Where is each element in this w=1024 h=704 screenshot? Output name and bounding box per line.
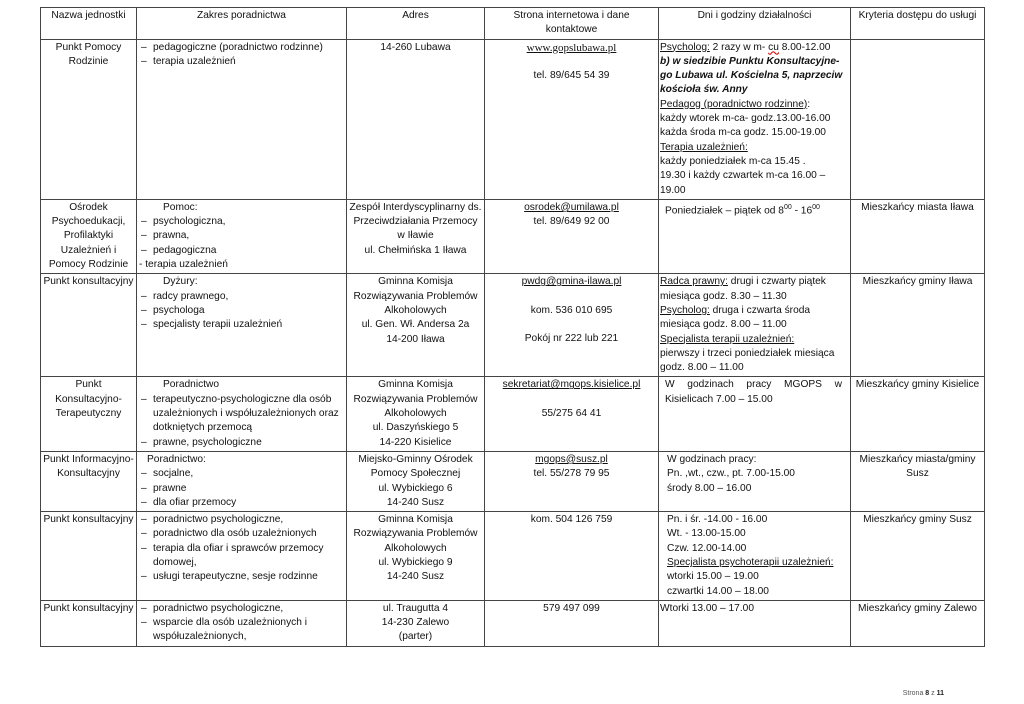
address-cell [347, 274, 485, 377]
unit-name: Punkt Konsultacyjno-Terapeutyczny [41, 377, 137, 451]
address-line: ul. Wybickiego 6 [378, 482, 453, 494]
email-link[interactable]: sekretariat@mgops.kisielice.pl [502, 379, 641, 391]
contact-cell [485, 512, 659, 601]
hours-text: W godzinach pracy: [667, 453, 757, 465]
phone-number: kom. 536 010 695 [530, 304, 613, 316]
address-line: 14-200 Iława [386, 333, 445, 345]
hours-cell [659, 512, 851, 601]
scope-cell [137, 451, 347, 511]
page-total: 11 [936, 690, 944, 697]
hours-cell [659, 274, 851, 377]
scope-cell [137, 600, 347, 646]
scope-item: – psychologa [139, 304, 344, 318]
scope-item: – radcy prawnego, [139, 290, 344, 304]
hours-text: drugi i czwarty piątek miesiąca godz. 8.30 – 11.30 [660, 276, 826, 302]
criteria-cell: Mieszkańcy gminy Iława [851, 274, 985, 377]
hours-text: każda środa m-ca godz. 15.00-19.00 [660, 127, 826, 139]
hours-location: b) w siedzibie Punktu Konsultacyjne-go Lubawa ul. Kościelna 5, naprzeciw kościoła św. Anny [660, 55, 843, 96]
hours-cell: Psycholog: 2 razy w m- cu 8.00-12.00 b) w siedzibie Punktu Konsultacyjne-go Lubawa ul. Kościelna 5, naprzeciw kościoła św. Anny Pedagog (poradnictwo rodzinne): każdy wtorek m-ca- godz.13.00-16.00 każda środa m-ca godz. 15.00-19.00 Terapia uzależnień: każdy poniedziałek m-ca 15.45 . 19.30 i każdy czwartek m-ca 16.00 – 19.00 [659, 39, 851, 199]
phone-number: 579 497 099 [543, 602, 600, 614]
hours-text: 2 razy w m- [709, 41, 769, 53]
address-line: (parter) [398, 631, 433, 643]
unit-name: Punkt Pomocy Rodzinie [41, 39, 137, 199]
table-row [41, 274, 985, 377]
hours-text: środy 8.00 – 16.00 [667, 482, 752, 494]
phone-number: kom. 504 126 759 [530, 514, 613, 526]
phone-number: tel. 89/645 54 39 [533, 69, 610, 81]
contact-cell [485, 39, 659, 199]
hours-cell: Wtorki 13.00 – 17.00 [659, 600, 851, 646]
address-cell [347, 39, 485, 199]
email-link[interactable]: mgops@susz.pl [535, 453, 608, 465]
address-line: 14-240 Susz [386, 496, 445, 508]
scope-item: – usługi terapeutyczne, sesje rodzinne [139, 570, 344, 584]
phone-number: 55/275 64 41 [541, 407, 602, 419]
hours-text: Pn. ,wt., czw., pt. 7.00-15.00 [667, 468, 795, 480]
scope-heading: Poradnictwo: [147, 453, 206, 465]
room-number: Pokój nr 222 lub 221 [524, 332, 619, 344]
scope-item: – prawna, [139, 229, 344, 243]
scope-item: - terapia uzależnień [139, 259, 228, 271]
address-line: ul. Chełmińska 1 Iława [364, 244, 467, 256]
header-name: Nazwa jednostki [41, 8, 137, 40]
hours-label: Specjalista terapii uzależnień: [660, 333, 795, 345]
address-line: Gminna Komisja Rozwiązywania Problemów Alkoholowych [353, 514, 478, 554]
hours-text: druga i czwarta środa miesiąca godz. 8.00 – 11.00 [660, 304, 811, 331]
header-row [41, 8, 985, 40]
footer-text: Strona [902, 690, 926, 697]
hours-text: czwartki 14.00 – 18.00 [667, 585, 769, 597]
unit-name: Punkt konsultacyjny [41, 274, 137, 377]
services-table [40, 7, 985, 647]
header-address: Adres [347, 8, 485, 40]
address-cell [347, 512, 485, 601]
address-line: ul. Traugutta 4 [382, 602, 449, 614]
table-row [41, 377, 985, 451]
contact-cell [485, 274, 659, 377]
scope-item: – poradnictwo dla osób uzależnionych [139, 527, 344, 541]
criteria-cell: Mieszkańcy miasta Iława [851, 199, 985, 273]
hours-text: 8.00-12.00 [778, 41, 831, 53]
email-link[interactable]: pwdg@gmina-ilawa.pl [521, 276, 622, 288]
scope-item: – pedagogiczne (poradnictwo rodzinne) [139, 41, 344, 55]
scope-cell [137, 199, 347, 273]
contact-cell [485, 451, 659, 511]
scope-item: – specjalisty terapii uzależnień [139, 318, 344, 332]
hours-text: każdy wtorek m-ca- godz.13.00-16.00 [660, 113, 831, 125]
header-criteria: Kryteria dostępu do usługi [851, 8, 985, 40]
address-line: ul. Gen. Wł. Andersa 2a [361, 319, 470, 331]
scope-item: – poradnictwo psychologiczne, [139, 513, 344, 527]
header-hours: Dni i godziny działalności [659, 8, 851, 40]
hours-label: Pedagog (poradnictwo rodzinne) [660, 98, 808, 110]
contact-cell [485, 377, 659, 451]
criteria-cell: Mieszkańcy gminy Kisielice [851, 377, 985, 451]
scope-cell [137, 39, 347, 199]
scope-item: – prawne, psychologiczne [139, 436, 344, 450]
scope-heading: Dyżury: [163, 276, 198, 288]
criteria-cell: Mieszkańcy gminy Susz [851, 512, 985, 601]
header-contact: Strona internetowa i dane kontaktowe [485, 8, 659, 40]
address-cell [347, 377, 485, 451]
hours-text: 19.30 i każdy czwartek m-ca 16.00 – 19.00 [660, 170, 826, 196]
hours-label: Psycholog: [660, 41, 710, 53]
scope-item: – terapeutyczno-psychologiczne dla osób uzależnionych i współuzależnionych oraz dotkniętych przemocą [139, 393, 344, 436]
unit-name: Punkt konsultacyjny [41, 512, 137, 601]
hours-label: Terapia uzależnień: [660, 141, 748, 153]
address-line: 14-230 Zalewo [381, 617, 450, 629]
hours-text: Wt. - 13.00-15.00 [667, 528, 746, 540]
address-line: Gminna Komisja Rozwiązywania Problemów Alkoholowych [353, 276, 478, 316]
table-row [41, 451, 985, 511]
hours-label: Specjalista psychoterapii uzależnień: [667, 556, 834, 568]
website-link[interactable]: www.gopslubawa.pl [526, 41, 617, 54]
scope-item: – terapia uzależnień [139, 55, 344, 69]
hours-text: - 16 [791, 205, 813, 217]
address-cell [347, 600, 485, 646]
address-line: Gminna Komisja Rozwiązywania Problemów Alkoholowych [353, 379, 478, 420]
scope-item: – terapia dla ofiar i sprawców przemocy domowej, [139, 542, 344, 571]
table-row [41, 39, 985, 199]
scope-heading: Poradnictwo [163, 379, 220, 391]
scope-item: – wsparcie dla osób uzależnionych i współuzależnionych, [139, 616, 344, 645]
scope-cell [137, 377, 347, 451]
address-line: 14-260 Lubawa [380, 41, 451, 53]
address-cell [347, 199, 485, 273]
page-number: 8 [925, 690, 930, 697]
unit-name: Punkt konsultacyjny [41, 600, 137, 646]
criteria-cell [851, 39, 985, 199]
hours-text: Poniedziałek – piątek od 8 [665, 205, 784, 217]
address-cell [347, 451, 485, 511]
hours-text: cu [768, 41, 779, 53]
hours-text: pierwszy i trzeci poniedziałek miesiąca godz. 8.00 – 11.00 [660, 347, 835, 374]
phone-number: tel. 55/278 79 95 [533, 468, 610, 480]
scope-item: – pedagogiczna [139, 244, 344, 258]
unit-name: Ośrodek Psychoedukacji, Profilaktyki Uzależnień i Pomocy Rodzinie [41, 199, 137, 273]
hours-sup: 00 [812, 203, 820, 211]
hours-cell: W godzinach pracy MGOPS w Kisielicach 7.00 – 15.00 [659, 377, 851, 451]
scope-cell [137, 274, 347, 377]
hours-text: każdy poniedziałek m-ca 15.45 . [660, 155, 806, 167]
address-line: 14-220 Kisielice [379, 436, 452, 448]
hours-cell [659, 451, 851, 511]
hours-text: wtorki 15.00 – 19.00 [667, 571, 759, 583]
unit-name: Punkt Informacyjno-Konsultacyjny [41, 451, 137, 511]
hours-text: Czw. 12.00-14.00 [667, 542, 747, 554]
hours-label: Radca prawny: [660, 276, 728, 288]
criteria-cell: Mieszkańcy miasta/gminy Susz [851, 451, 985, 511]
hours-sup: 00 [783, 203, 792, 211]
hours-label: Psycholog: [660, 304, 710, 316]
address-line: Miejsko-Gminny Ośrodek Pomocy Społecznej [358, 453, 473, 480]
criteria-cell: Mieszkańcy gminy Zalewo [851, 600, 985, 646]
table-row [41, 512, 985, 601]
address-line: 14-240 Susz [386, 571, 445, 583]
contact-cell [485, 199, 659, 273]
scope-item: – poradnictwo psychologiczne, [139, 602, 344, 616]
footer-text: z [929, 690, 937, 697]
phone-number: tel. 89/649 92 00 [533, 216, 610, 228]
hours-text: Pn. i śr. -14.00 - 16.00 [667, 514, 768, 526]
scope-item: – prawne [139, 482, 344, 496]
address-line: Zespół Interdyscyplinarny ds. Przeciwdziałania Przemocy w Iławie [349, 201, 482, 242]
scope-cell [137, 512, 347, 601]
contact-cell [485, 600, 659, 646]
address-line: ul. Daszyńskiego 5 [372, 422, 459, 434]
scope-heading: Pomoc: [163, 201, 198, 213]
page-footer [903, 690, 944, 697]
scope-item: – socjalne, [139, 467, 344, 481]
address-line: ul. Wybickiego 9 [378, 556, 453, 568]
email-link[interactable]: osrodek@umilawa.pl [524, 201, 619, 213]
scope-item: – dla ofiar przemocy [139, 496, 344, 510]
scope-item: – psychologiczna, [139, 215, 344, 229]
table-row [41, 199, 985, 273]
header-scope: Zakres poradnictwa [137, 8, 347, 40]
table-row [41, 600, 985, 646]
hours-cell [659, 199, 851, 273]
